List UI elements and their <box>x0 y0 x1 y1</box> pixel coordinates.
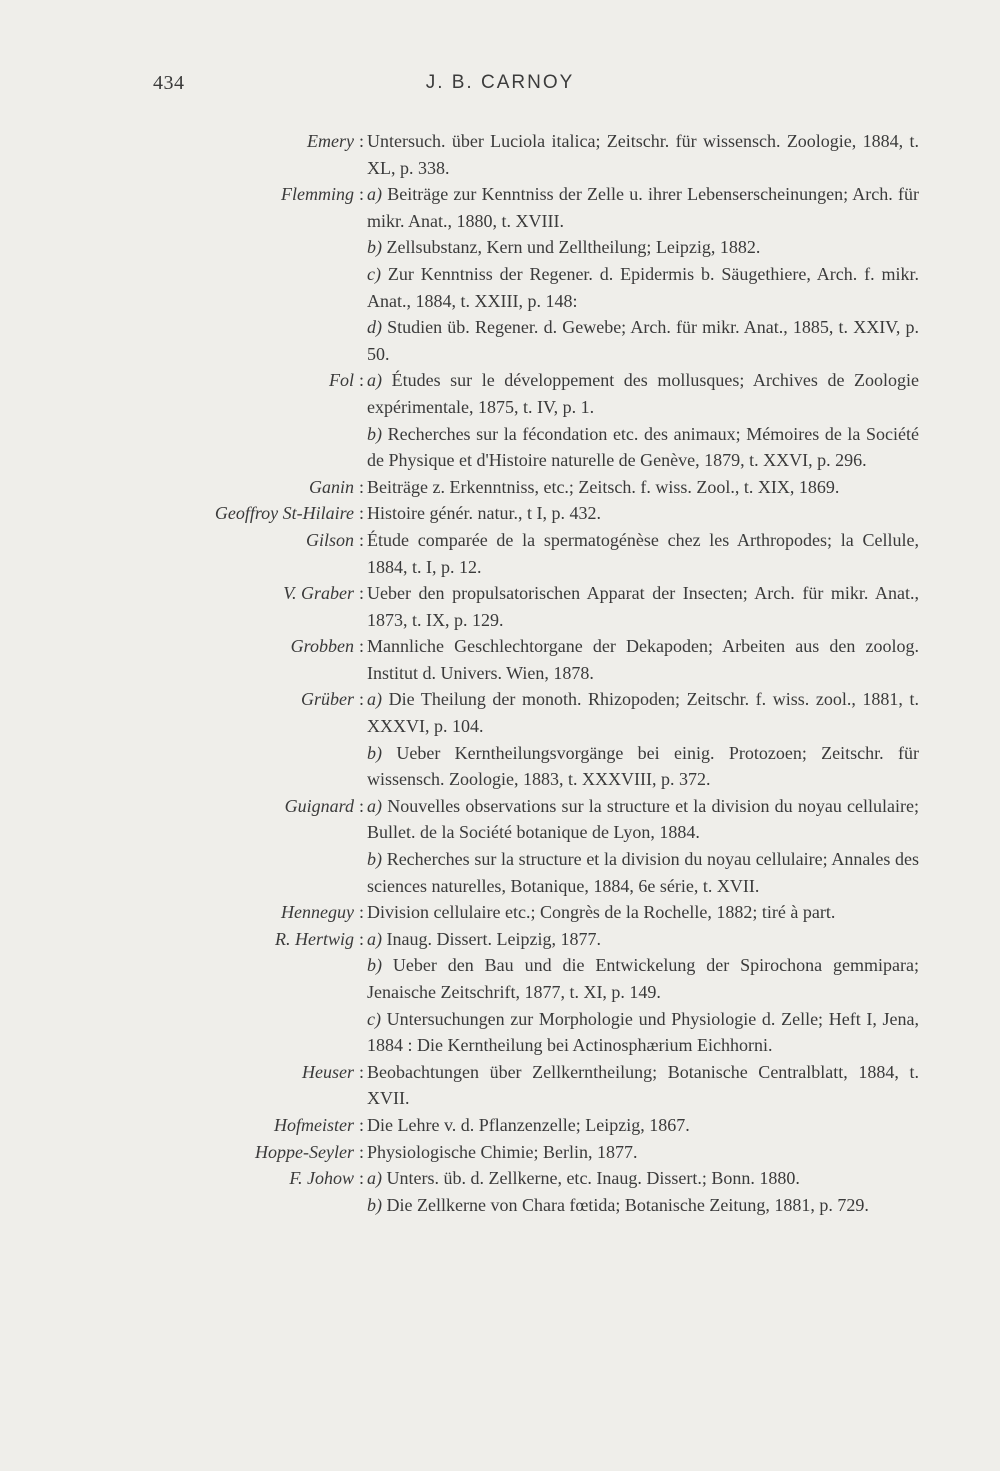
author-separator: : <box>358 529 364 550</box>
author-name <box>64 128 364 155</box>
author-name <box>64 793 364 820</box>
author-label: Emery <box>307 131 354 151</box>
reference-text: Mannliche Geschlechtorgane der Dekapoden; Arbeiten aus den zoolog. Institut d. Univers. Wien, 1878. <box>367 636 919 683</box>
reference-text: Histoire génér. natur., t I, p. 432. <box>367 503 601 524</box>
reference-text: Étude comparée de la spermatogénèse chez les Arthropodes; la Cellule, 1884, t. I, p. 12. <box>367 529 919 577</box>
reference-item <box>367 181 919 234</box>
bibliography-entry <box>0 1059 1000 1112</box>
author-separator: : <box>358 689 364 710</box>
author-name <box>64 926 364 953</box>
reference-list <box>367 128 919 181</box>
reference-list <box>367 633 919 686</box>
page-header <box>0 72 1000 102</box>
author-separator: : <box>358 503 364 524</box>
bibliography-entry <box>0 181 1000 367</box>
author-separator: : <box>358 795 364 816</box>
author-label: Hoppe-Seyler <box>255 1141 354 1162</box>
author-label: Grobben <box>290 636 354 657</box>
reference-text: Zellsubstanz, Kern und Zelltheilung; Leipzig, 1882. <box>386 237 761 258</box>
reference-letter: c) <box>367 263 381 284</box>
reference-item <box>367 500 919 527</box>
author-name <box>64 1139 364 1166</box>
author-name <box>64 527 364 554</box>
author-label: Geoffroy St-Hilaire <box>214 503 354 524</box>
reference-text: Unters. üb. d. Zellkerne, etc. Inaug. Dissert.; Bonn. 1880. <box>386 1168 800 1189</box>
reference-letter: a) <box>367 928 382 949</box>
author-separator: : <box>358 1168 364 1189</box>
author-separator: : <box>358 1114 364 1135</box>
page-number: 434 <box>153 72 185 94</box>
reference-text: Physiologische Chimie; Berlin, 1877. <box>367 1141 638 1162</box>
reference-text: Beobachtungen über Zellkerntheilung; Botanische Centralblatt, 1884, t. XVII. <box>367 1061 919 1109</box>
reference-item <box>367 1165 919 1192</box>
reference-item <box>367 128 919 181</box>
running-head: J. B. CARNOY <box>425 72 575 93</box>
reference-list <box>367 1139 919 1166</box>
reference-list <box>367 500 919 527</box>
author-separator: : <box>358 902 364 923</box>
reference-item <box>367 1192 919 1219</box>
bibliography-entry <box>0 474 1000 501</box>
author-separator: : <box>358 370 364 391</box>
author-label: F. Johow <box>289 1168 354 1189</box>
bibliography-entry <box>0 686 1000 792</box>
reference-list <box>367 926 919 1059</box>
reference-item <box>367 952 919 1005</box>
author-label: Flemming <box>281 184 354 205</box>
author-label: R. Hertwig <box>274 928 354 949</box>
reference-text: Studien üb. Regener. d. Gewebe; Arch. für mikr. Anat., 1885, t. XXIV, p. 50. <box>367 317 920 364</box>
reference-letter: a) <box>367 370 382 391</box>
reference-letter: c) <box>367 1008 381 1029</box>
bibliography-entry <box>0 1165 1000 1218</box>
bibliography-entry <box>0 926 1000 1059</box>
author-name <box>64 580 364 607</box>
reference-list <box>367 899 919 926</box>
reference-text: Division cellulaire etc.; Congrès de la Rochelle, 1882; tiré à part. <box>367 902 836 923</box>
bibliography-entry <box>0 633 1000 686</box>
reference-letter: a) <box>367 1168 382 1189</box>
reference-text: Ueber den propulsatorischen Apparat der Insecten; Arch. für mikr. Anat., 1873, t. IX, p. 129. <box>367 583 919 630</box>
reference-item <box>367 367 919 420</box>
reference-item <box>367 421 919 474</box>
bibliography-entry <box>0 1139 1000 1166</box>
bibliography-entry <box>0 1112 1000 1139</box>
author-label: Grüber <box>300 689 354 710</box>
author-label: Gilson <box>305 529 354 550</box>
author-name <box>64 500 364 527</box>
reference-item <box>367 474 919 501</box>
reference-item <box>367 261 919 314</box>
author-separator: : <box>358 1061 364 1082</box>
author-label: Guignard <box>284 795 354 816</box>
reference-list <box>367 367 919 473</box>
author-name <box>64 1059 364 1086</box>
reference-list <box>367 474 919 501</box>
reference-letter: b) <box>367 849 382 870</box>
reference-list <box>367 1112 919 1139</box>
reference-text: Die Zellkerne von Chara fœtida; Botanische Zeitung, 1881, p. 729. <box>386 1194 869 1215</box>
author-name <box>64 686 364 713</box>
author-name <box>64 474 364 501</box>
author-separator: : <box>358 476 364 497</box>
author-separator: : <box>358 1141 364 1162</box>
reference-text: Zur Kenntniss der Regener. d. Epidermis b. Säugethiere, Arch. f. mikr. Anat., 1884, t. XXIII, p. 148: <box>367 263 919 311</box>
reference-text: Nouvelles observations sur la structure et la division du noyau cellulaire; Bullet. de la Société botanique de Lyon, 1884. <box>367 795 920 843</box>
bibliography-entry <box>0 527 1000 580</box>
reference-letter: d) <box>367 317 382 338</box>
reference-text: Ueber Kerntheilungsvorgänge bei einig. Protozoen; Zeitschr. für wissensch. Zoologie, 1883, t. XXXVIII, p. 372. <box>367 742 919 790</box>
author-label: Ganin <box>308 476 354 497</box>
reference-item <box>367 314 919 367</box>
reference-letter: b) <box>367 237 382 258</box>
reference-list <box>367 580 919 633</box>
reference-list <box>367 686 919 792</box>
reference-list <box>367 793 919 899</box>
author-name <box>64 899 364 926</box>
reference-item <box>367 1139 919 1166</box>
author-name <box>64 367 364 394</box>
reference-item <box>367 1112 919 1139</box>
reference-list <box>367 527 919 580</box>
reference-item <box>367 527 919 580</box>
bibliography-entry <box>0 128 1000 181</box>
reference-item <box>367 899 919 926</box>
reference-item <box>367 234 919 261</box>
reference-letter: a) <box>367 689 382 710</box>
bibliography-list <box>0 128 1000 1218</box>
reference-letter: a) <box>367 795 382 816</box>
author-label: Fol <box>328 370 354 391</box>
author-name <box>64 1112 364 1139</box>
reference-list <box>367 1059 919 1112</box>
reference-text: Recherches sur la fécondation etc. des animaux; Mémoires de la Société de Physique et d'Histoire naturelle de Genève, 1879, t. XXVI, p. 296. <box>367 423 919 471</box>
reference-text: Die Theilung der monoth. Rhizopoden; Zeitschr. f. wiss. zool., 1881, t. XXXVI, p. 104. <box>367 689 920 737</box>
author-label: Heuser <box>301 1061 354 1082</box>
author-separator: : <box>358 131 364 151</box>
author-name <box>64 181 364 208</box>
author-separator: : <box>358 636 364 657</box>
bibliography-entry <box>0 367 1000 473</box>
author-label: Hofmeister <box>273 1114 354 1135</box>
author-label: V. Graber <box>283 583 354 604</box>
reference-letter: b) <box>367 423 382 444</box>
reference-text: Recherches sur la structure et la division du noyau cellulaire; Annales des sciences naturelles, Botanique, 1884, 6e série, t. XVII. <box>367 849 919 896</box>
reference-text: Die Lehre v. d. Pflanzenzelle; Leipzig, 1867. <box>367 1114 690 1135</box>
bibliography-entry <box>0 793 1000 899</box>
reference-list <box>367 1165 919 1218</box>
reference-text: Études sur le développement des mollusques; Archives de Zoologie expérimentale, 1875, t. IV, p. 1. <box>367 370 920 417</box>
reference-text: Untersuchungen zur Morphologie und Physiologie d. Zelle; Heft I, Jena, 1884 : Die Kerntheilung bei Actinosphærium Eichhorni. <box>367 1008 920 1056</box>
bibliography-entry <box>0 580 1000 633</box>
reference-item <box>367 846 919 899</box>
reference-letter: a) <box>367 184 382 205</box>
reference-letter: b) <box>367 955 382 976</box>
reference-item <box>367 1006 919 1059</box>
author-separator: : <box>358 928 364 949</box>
bibliography-entry <box>0 500 1000 527</box>
reference-item <box>367 686 919 739</box>
reference-letter: b) <box>367 742 382 763</box>
author-separator: : <box>358 184 364 205</box>
reference-text: Inaug. Dissert. Leipzig, 1877. <box>386 928 601 949</box>
reference-text: Beiträge z. Erkenntniss, etc.; Zeitsch. f. wiss. Zool., t. XIX, 1869. <box>367 476 840 497</box>
author-label: Henneguy <box>281 902 354 923</box>
reference-item <box>367 793 919 846</box>
reference-item <box>367 633 919 686</box>
author-name <box>64 633 364 660</box>
reference-item <box>367 740 919 793</box>
reference-list <box>367 181 919 367</box>
reference-text: Beiträge zur Kenntniss der Zelle u. ihrer Lebenserscheinungen; Arch. für mikr. Anat., 1880, t. XVIII. <box>367 184 919 231</box>
bibliography-entry <box>0 899 1000 926</box>
reference-item <box>367 580 919 633</box>
reference-item <box>367 1059 919 1112</box>
reference-item <box>367 926 919 953</box>
author-name <box>64 1165 364 1192</box>
reference-text: Untersuch. über Luciola italica; Zeitschr. für wissensch. Zoologie, 1884, t. XL, p. 338. <box>367 131 919 178</box>
reference-text: Ueber den Bau und die Entwickelung der Spirochona gemmipara; Jenaische Zeitschrift, 1877, t. XI, p. 149. <box>367 955 919 1002</box>
reference-letter: b) <box>367 1194 382 1215</box>
author-separator: : <box>358 583 364 604</box>
